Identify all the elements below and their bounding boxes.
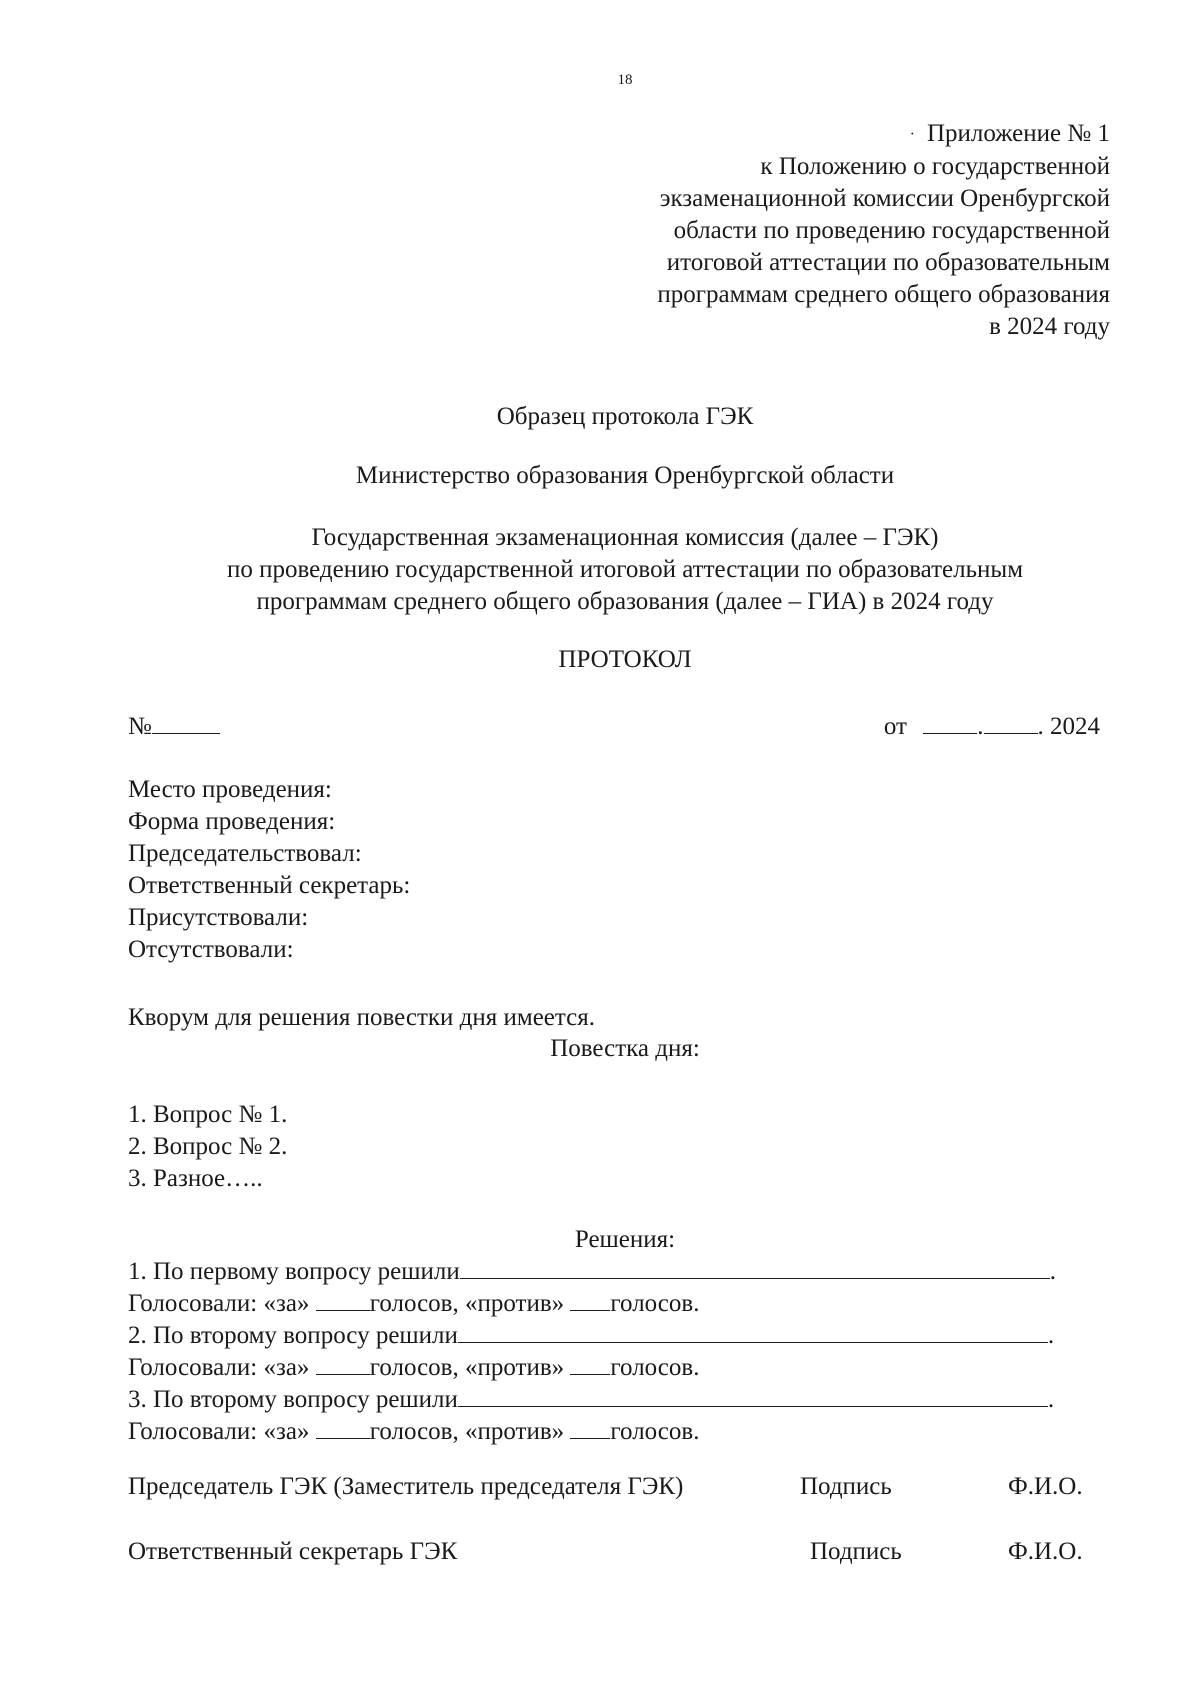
appendix-block xyxy=(657,118,1110,343)
signature-row-chair xyxy=(0,1471,1200,1503)
bullet-dot-icon: · xyxy=(909,126,915,144)
agenda-item: 3. Разное….. xyxy=(128,1165,263,1192)
agenda-item: 1. Вопрос № 1. xyxy=(128,1101,288,1128)
appendix-line: программам среднего общего образования xyxy=(657,281,1110,309)
decision-question: 3. По второму вопросу решили . xyxy=(128,1386,1055,1413)
month-blank xyxy=(984,711,1038,734)
number-blank xyxy=(152,711,220,734)
commission-line: программам среднего общего образования (далее – ГИА) в 2024 году xyxy=(256,588,994,615)
appendix-line: · Приложение № 1 xyxy=(909,120,1110,147)
appendix-line: экзаменационной комиссии Оренбургской xyxy=(659,185,1110,213)
votes-against-blank xyxy=(570,1416,610,1439)
votes-for-blank xyxy=(316,1352,370,1375)
signature-row-secretary xyxy=(0,1536,1200,1568)
votes-for-blank xyxy=(316,1416,370,1439)
date-separator: . xyxy=(977,713,984,740)
signature-name: Ф.И.О. xyxy=(1008,1473,1083,1500)
field-form: Форма проведения: xyxy=(128,808,336,835)
protocol-date xyxy=(884,711,1100,743)
commission-title xyxy=(0,522,1200,618)
signature-sign: Подпись xyxy=(800,1473,892,1500)
decisions-title: Решения: xyxy=(574,1226,676,1253)
protocol-number xyxy=(128,711,220,743)
number-label: № xyxy=(128,713,152,740)
date-prefix: от xyxy=(883,713,907,740)
decision-question: 2. По второму вопросу решили . xyxy=(128,1322,1055,1349)
signature-name: Ф.И.О. xyxy=(1008,1538,1083,1565)
protocol-heading: ПРОТОКОЛ xyxy=(558,646,692,673)
decision-blank xyxy=(458,1384,1048,1407)
field-venue: Место проведения: xyxy=(128,776,332,803)
decision-blank xyxy=(458,1320,1048,1343)
commission-line: Государственная экзаменационная комиссия (далее – ГЭК) xyxy=(311,524,939,551)
votes-against-blank xyxy=(570,1288,610,1311)
agenda-item: 2. Вопрос № 2. xyxy=(128,1133,288,1160)
quorum-text: Кворум для решения повестки дня имеется. xyxy=(128,1004,595,1031)
ministry-title: Министерство образования Оренбургской области xyxy=(355,462,895,489)
decision-vote: Голосовали: «за» голосов, «против» голосов. xyxy=(128,1290,700,1317)
signature-sign: Подпись xyxy=(810,1538,902,1565)
agenda-title: Повестка дня: xyxy=(550,1035,700,1062)
sample-title: Образец протокола ГЭК xyxy=(496,403,754,430)
appendix-line: области по проведению государственной xyxy=(673,217,1110,245)
votes-for-blank xyxy=(316,1288,370,1311)
votes-against-blank xyxy=(570,1352,610,1375)
decision-question: 1. По первому вопросу решили . xyxy=(128,1258,1056,1285)
decision-vote: Голосовали: «за» голосов, «против» голосов. xyxy=(128,1418,700,1445)
appendix-line: к Положению о государственной xyxy=(760,153,1110,181)
field-secretary: Ответственный секретарь: xyxy=(128,872,411,899)
signature-role: Ответственный секретарь ГЭК xyxy=(128,1538,458,1565)
date-year: . 2024 xyxy=(1037,713,1100,740)
appendix-line: итоговой аттестации по образовательным xyxy=(666,249,1110,277)
decision-vote: Голосовали: «за» голосов, «против» голосов. xyxy=(128,1354,700,1381)
agenda-list xyxy=(128,1099,287,1195)
appendix-line: в 2024 году xyxy=(989,313,1110,341)
decision-blank xyxy=(460,1256,1050,1279)
field-chair: Председательствовал: xyxy=(128,840,362,867)
field-absent: Отсутствовали: xyxy=(128,936,294,963)
commission-line: по проведению государственной итоговой аттестации по образовательным xyxy=(226,556,1024,583)
decisions-list xyxy=(128,1256,1056,1448)
field-present: Присутствовали: xyxy=(128,904,309,931)
day-blank xyxy=(923,711,977,734)
signature-role: Председатель ГЭК (Заместитель председателя ГЭК) xyxy=(128,1473,684,1500)
protocol-fields xyxy=(128,774,410,966)
page-number: 18 xyxy=(617,72,633,88)
